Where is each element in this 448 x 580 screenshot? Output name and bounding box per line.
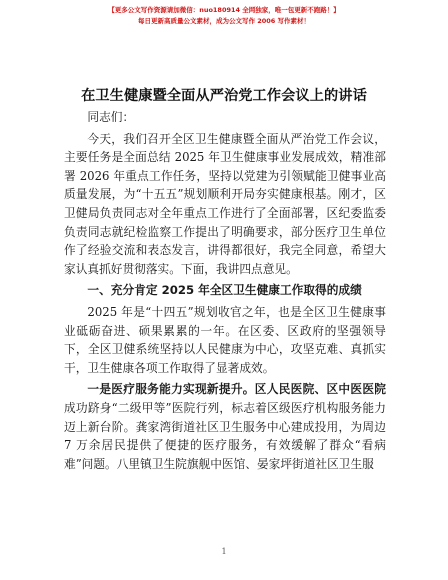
page-number: 1 bbox=[221, 547, 227, 556]
paragraph-intro: 今天，我们召开全区卫生健康暨全面从严治党工作会议，主要任务是全面总结 2025 年卫生健康事业发展成效，精准部署 2026 年重点工作任务，坚持以党建为引领赋能卫健事业高质量发展，为“十五五”规划顺利开局夯实健康根基。刚才，区卫健局负责同志对全年重点工作进行了全面部署，区纪委监委负责同志就纪检监察工作提出了明确要求，部分医疗卫生单位作了经验交流和表态发言，讲得都很好，我完全同意，希望大家认真抓好贯彻落实。下面，我讲四点意见。 bbox=[64, 131, 386, 276]
paragraph-medical-service bbox=[64, 380, 386, 473]
greeting: 同志们： bbox=[87, 110, 135, 124]
document-body bbox=[64, 108, 386, 473]
promo-banner bbox=[0, 5, 448, 27]
paragraph-medical-service-text: 成功跻身“二级甲等”医院行列，标志着区级医疗机构服务能力迈上新台阶。龚家湾街道社区卫生服务中心建成投用，为周边 7 万余居民提供了便捷的医疗服务，有效缓解了群众“看病难”问题。八里镇卫生院旗舰中医馆、晏家坪街道社区卫生服 bbox=[64, 400, 386, 471]
paragraph-medical-service-lead: 一是医疗服务能力实现新提升。区人民医院、区中医医院 bbox=[87, 382, 386, 397]
paragraph-achievements: 2025 年是“十四五”规划收官之年，也是全区卫生健康事业砥砺奋进、硕果累累的一年。在区委、区政府的坚强领导下，全区卫健系统坚持以人民健康为中心，攻坚克难、真抓实干，卫生健康各项工作取得了显著成效。 bbox=[64, 304, 386, 375]
document-title: 在卫生健康暨全面从严治党工作会议上的讲话 bbox=[81, 88, 367, 104]
section-heading-1: 一、充分肯定 2025 年全区卫生健康工作取得的成绩 bbox=[87, 283, 362, 298]
promo-banner-line1: 【更多公文写作资源请加微信：nuo180914 全网独家，唯一包更新不跑路！】 bbox=[108, 6, 340, 14]
promo-banner-line2: 每日更新高质量公文素材，成为公文写作 2006 写作素材！ bbox=[137, 17, 311, 25]
